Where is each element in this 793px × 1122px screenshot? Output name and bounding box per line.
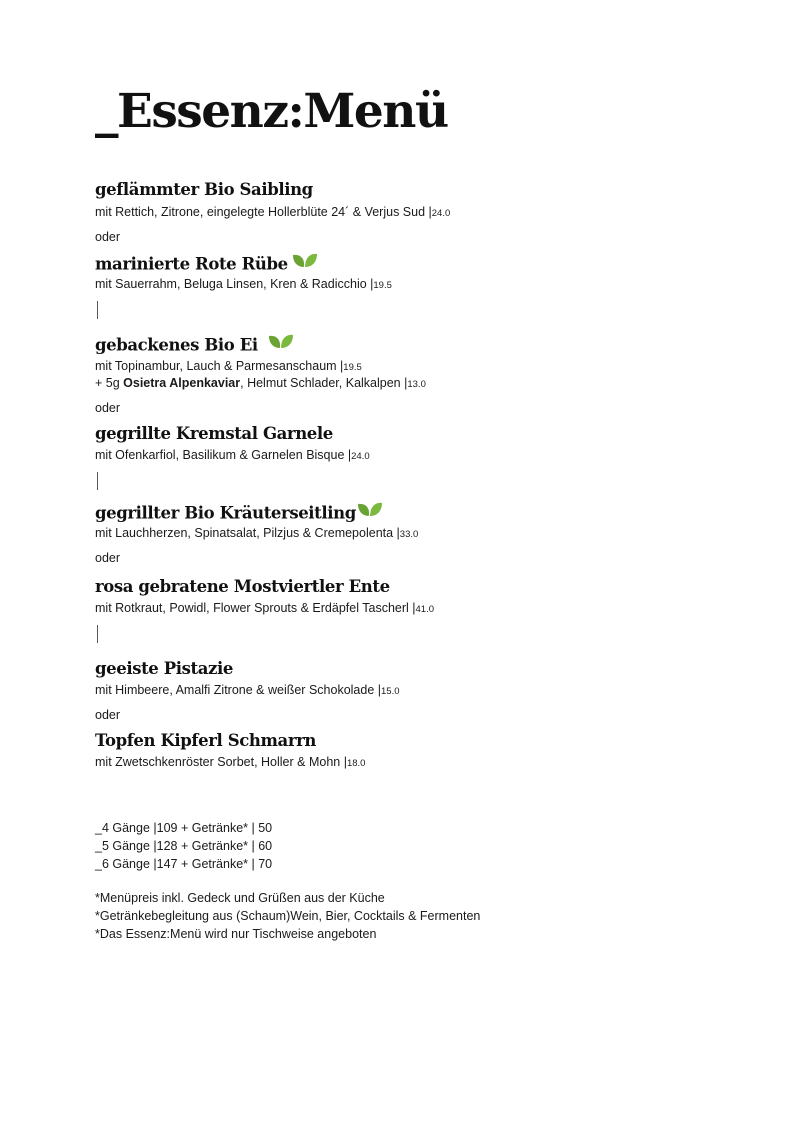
dish-price: 19.5 — [343, 362, 362, 373]
leaf-icon — [357, 501, 383, 527]
dish-title-row — [95, 501, 383, 527]
oder-divider: oder — [95, 551, 121, 565]
footnote: *Menüpreis inkl. Gedeck und Grüßen aus der Küche — [95, 891, 385, 905]
dish-title-row — [95, 252, 318, 278]
dish-title: geeiste Pistazie — [95, 659, 233, 678]
footnote: *Getränkebegleitung aus (Schaum)Wein, Bier, Cocktails & Fermenten — [95, 909, 481, 923]
dish-price: 24.0 — [351, 451, 370, 462]
dish-title: Topfen Kipferl Schmarrn — [95, 731, 317, 750]
oder-divider: oder — [95, 230, 121, 244]
dish-title: gegrillter Bio Kräuterseitling — [95, 503, 356, 523]
dish-description: mit Himbeere, Amalfi Zitrone & weißer Schokolade |15.0 — [95, 683, 400, 697]
dish-description: mit Rotkraut, Powidl, Flower Sprouts & Erdäpfel Tascherl |41.0 — [95, 601, 435, 615]
dish-title: rosa gebratene Mostviertler Ente — [95, 577, 390, 596]
dish-description: mit Topinambur, Lauch & Parmesanschaum |19.5 — [95, 359, 362, 373]
dish-price: 18.0 — [346, 758, 366, 769]
dish-price: 33.0 — [399, 529, 419, 540]
course-separator — [97, 625, 98, 643]
dish-price: 15.0 — [381, 686, 400, 697]
dish-title-row — [95, 333, 294, 359]
course-separator — [97, 472, 98, 490]
dish-title: gebackenes Bio Ei — [95, 335, 258, 355]
dish-description: mit Zwetschkenröster Sorbet, Holler & Mohn |18.0 — [95, 755, 366, 769]
footnote: *Das Essenz:Menü wird nur Tischweise angeboten — [95, 927, 377, 941]
page-title: _Essenz:Menü — [95, 84, 448, 139]
leaf-icon — [268, 333, 294, 359]
oder-divider: oder — [95, 708, 121, 722]
oder-divider: oder — [95, 401, 121, 415]
dish-price: 19.5 — [373, 280, 392, 291]
package-line: _4 Gänge |109 + Getränke* | 50 — [95, 821, 273, 835]
caviar-name: Osietra Alpenkaviar — [123, 376, 241, 390]
package-line: _5 Gänge |128 + Getränke* | 60 — [95, 839, 273, 853]
dish-addon: + 5g Osietra Alpenkaviar, Helmut Schlader, Kalkalpen |13.0 — [95, 376, 426, 390]
dish-price: 24.0 — [431, 208, 451, 219]
dish-description: mit Rettich, Zitrone, eingelegte Hollerblüte 24´ & Verjus Sud |24.0 — [95, 205, 451, 219]
dish-description: mit Ofenkarfiol, Basilikum & Garnelen Bisque |24.0 — [95, 448, 370, 462]
dish-title: gegrillte Kremstal Garnele — [95, 424, 333, 443]
dish-price: 13.0 — [407, 379, 426, 390]
dish-title: marinierte Rote Rübe — [95, 254, 288, 274]
dish-description: mit Lauchherzen, Spinatsalat, Pilzjus & Cremepolenta |33.0 — [95, 526, 419, 540]
course-separator — [97, 301, 98, 319]
dish-description: mit Sauerrahm, Beluga Linsen, Kren & Radicchio |19.5 — [95, 277, 392, 291]
leaf-icon — [292, 252, 318, 278]
dish-title: geflämmter Bio Saibling — [95, 180, 313, 199]
dish-price: 41.0 — [415, 604, 435, 615]
package-line: _6 Gänge |147 + Getränke* | 70 — [95, 857, 273, 871]
